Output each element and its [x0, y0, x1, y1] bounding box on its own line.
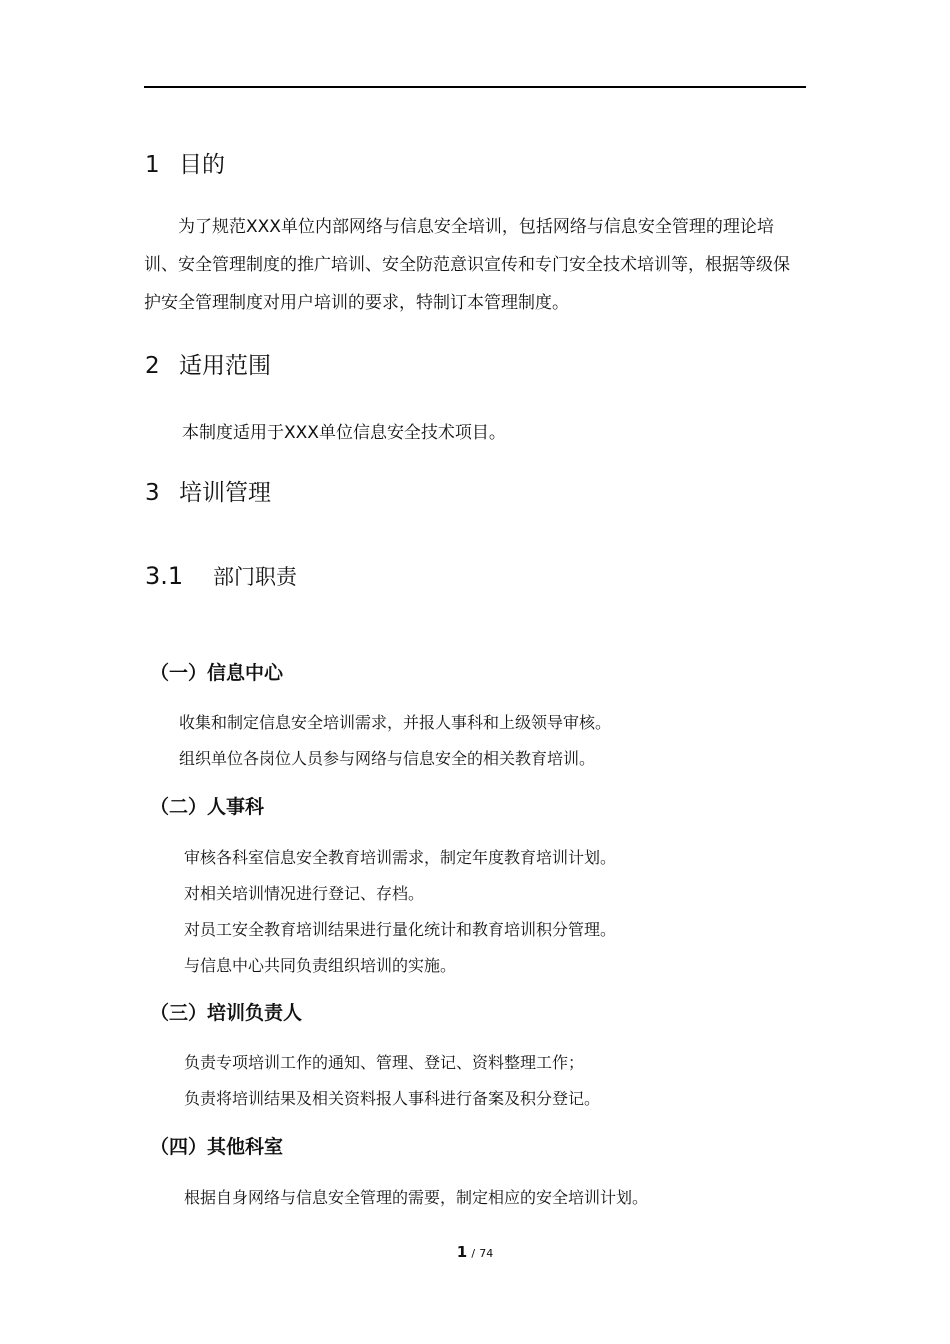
- list-item: 根据自身网络与信息安全管理的需要，制定相应的安全培训计划。: [184, 1188, 649, 1207]
- section-title: 培训管理: [179, 480, 271, 506]
- list-item: 与信息中心共同负责组织培训的实施。: [184, 956, 457, 975]
- section-number: 3: [145, 480, 160, 506]
- section-title: 目的: [179, 152, 225, 178]
- department-heading: （一）信息中心: [150, 662, 284, 684]
- scope-paragraph: 本制度适用于XXX单位信息安全技术项目。: [182, 423, 506, 443]
- page-number: 1: [456, 1243, 468, 1261]
- department-heading: （三）培训负责人: [150, 1002, 303, 1024]
- subsection-number: 3.1: [145, 562, 184, 590]
- subsection-heading-3-1: [145, 561, 297, 591]
- section-number: 2: [145, 353, 160, 379]
- page-total: 74: [479, 1247, 494, 1260]
- list-item: 对相关培训情况进行登记、存档。: [184, 884, 425, 903]
- page-separator: /: [471, 1247, 476, 1260]
- department-heading: （四）其他科室: [150, 1136, 284, 1158]
- purpose-text: 为了规范XXX单位内部网络与信息安全培训，包括网络与信息安全管理的理论培训、安全管理制度的推广培训、安全防范意识宣传和专门安全技术培训等，根据等级保护安全管理制度对用户培训的要求，特制订本管理制度。: [144, 217, 790, 313]
- list-item: 审核各科室信息安全教育培训需求，制定年度教育培训计划。: [184, 848, 617, 867]
- purpose-paragraph: [144, 208, 804, 322]
- section-heading-3: [145, 474, 271, 507]
- list-item: 组织单位各岗位人员参与网络与信息安全的相关教育培训。: [179, 749, 596, 768]
- page-footer: [0, 1243, 950, 1261]
- header-rule: [144, 86, 806, 88]
- section-heading-1: [145, 146, 225, 179]
- list-item: 收集和制定信息安全培训需求，并报人事科和上级领导审核。: [179, 713, 612, 732]
- list-item: 负责将培训结果及相关资料报人事科进行备案及积分登记。: [184, 1089, 601, 1108]
- subsection-title: 部门职责: [213, 565, 297, 589]
- section-heading-2: [145, 347, 271, 380]
- section-title: 适用范围: [179, 353, 271, 379]
- list-item: 对员工安全教育培训结果进行量化统计和教育培训积分管理。: [184, 920, 617, 939]
- section-number: 1: [145, 152, 160, 178]
- department-heading: （二）人事科: [150, 796, 265, 818]
- list-item: 负责专项培训工作的通知、管理、登记、资料整理工作；: [184, 1053, 585, 1072]
